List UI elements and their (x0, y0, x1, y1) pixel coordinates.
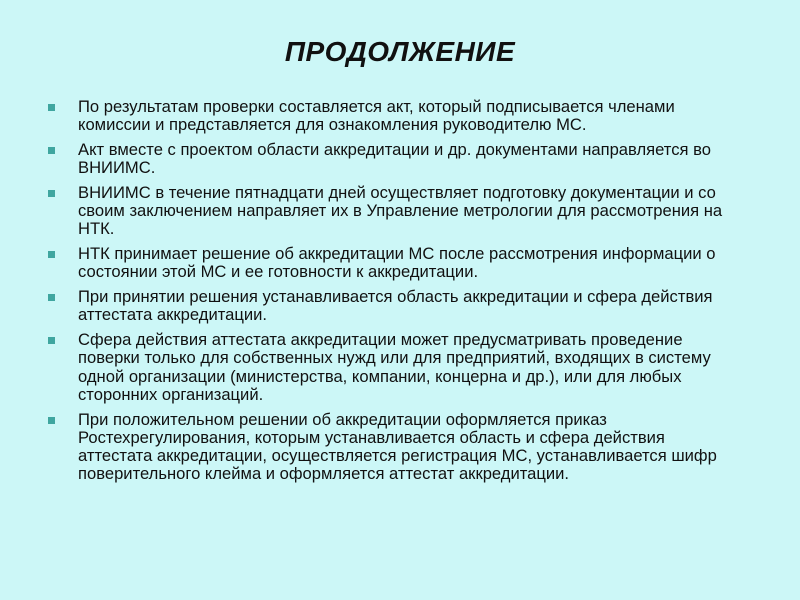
square-bullet-icon (48, 104, 55, 111)
bullet-item (48, 184, 738, 239)
bullet-text: Сфера действия аттестата аккредитации может предусматривать проведение поверки только для собственных нужд или для предприятий, входящих в систему одной организации (министерства, компании, концерна и др.), или для любых сторонних организаций. (78, 330, 711, 404)
bullet-item (48, 245, 738, 281)
bullet-text: При принятии решения устанавливается область аккредитации и сфера действия аттестата аккредитации. (78, 287, 713, 325)
square-bullet-icon (48, 251, 55, 258)
square-bullet-icon (48, 417, 55, 424)
bullet-item (48, 288, 738, 324)
square-bullet-icon (48, 294, 55, 301)
bullet-text: При положительном решении об аккредитации оформляется приказ Ростехрегулирования, которым устанавливается область и сфера действия аттестата аккредитации, осуществляется регистрация МС, устанавливается шифр поверительного клейма и оформляется аттестат аккредитации. (78, 409, 717, 484)
bullet-text: По результатам проверки составляется акт, который подписывается членами комиссии и представляется для ознакомления руководителю МС. (78, 97, 675, 135)
bullet-list (48, 98, 738, 490)
bullet-text: ВНИИМС в течение пятнадцати дней осуществляет подготовку документации и со своим заключением направляет их в Управление метрологии для рассмотрения на НТК. (78, 183, 723, 239)
square-bullet-icon (48, 147, 55, 154)
bullet-item (48, 98, 738, 134)
square-bullet-icon (48, 337, 55, 344)
bullet-text: Акт вместе с проектом области аккредитации и др. документами направляется во ВНИИМС. (78, 140, 711, 178)
slide-title: ПРОДОЛЖЕНИЕ (284, 36, 516, 67)
bullet-text: НТК принимает решение об аккредитации МС после рассмотрения информации о состоянии этой МС и ее готовности к аккредитации. (78, 244, 716, 282)
square-bullet-icon (48, 190, 55, 197)
bullet-item (48, 331, 738, 404)
bullet-item (48, 141, 738, 177)
bullet-item (48, 411, 738, 484)
